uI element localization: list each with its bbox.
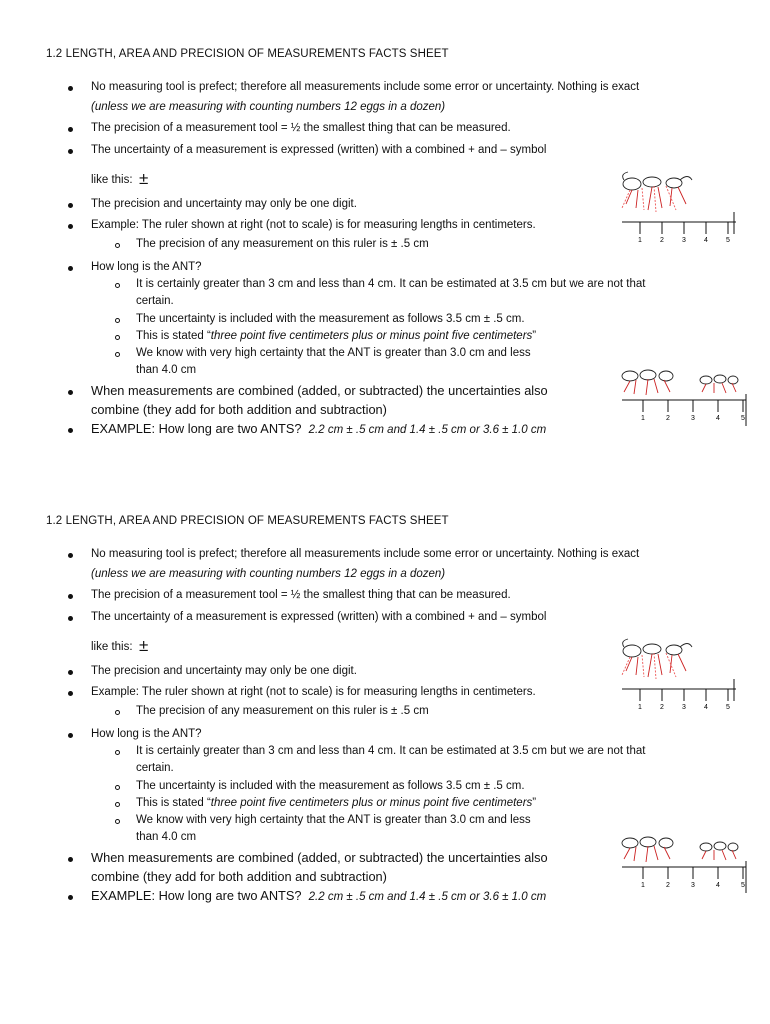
sheet-title: 1.2 LENGTH, AREA AND PRECISION OF MEASUREMENTS FACTS SHEET <box>46 48 449 60</box>
like-this-line <box>91 635 148 655</box>
example-question: EXAMPLE: How long are two ANTS? <box>91 421 302 436</box>
sub-high-certainty-cont: than 4.0 cm <box>136 364 197 376</box>
ant-drawing <box>622 172 692 212</box>
bullet-combined-cont: combine (they add for both addition and subtraction) <box>91 402 387 417</box>
sub-bullet-circle <box>115 318 120 323</box>
like-this-line <box>91 168 148 188</box>
bullet-dot <box>68 86 73 91</box>
bullet-combined: When measurements are combined (added, or subtracted) the uncertainties also <box>91 383 548 398</box>
sub-high-certainty: We know with very high certainty that the ANT is greater than 3.0 cm and less <box>136 814 531 826</box>
sub-certainly-greater: It is certainly greater than 3 cm and less than 4 cm. It can be estimated at 3.5 cm but we are not that <box>136 745 646 757</box>
ruler-tick-label: 3 <box>691 415 695 422</box>
ant-drawing-small <box>700 842 738 860</box>
example-question: EXAMPLE: How long are two ANTS? <box>91 888 302 903</box>
ant-drawing-large <box>622 837 673 862</box>
ruler-tick-label: 3 <box>682 237 686 244</box>
ant-drawing <box>622 639 692 679</box>
sub-high-certainty-cont: than 4.0 cm <box>136 831 197 843</box>
ruler-tick-label: 2 <box>660 704 664 711</box>
bullet-dot <box>68 895 73 900</box>
bullet-ruler-example: Example: The ruler shown at right (not to scale) is for measuring lengths in centimeters. <box>91 686 536 698</box>
stated-open: This is stated “ <box>136 797 211 809</box>
stated-italic: three point five centimeters plus or minus point five centimeters <box>210 797 533 809</box>
sub-bullet-circle <box>115 710 120 715</box>
ant-drawing-small <box>700 375 738 393</box>
bullet-no-tool-perfect-cont: (unless we are measuring with counting numbers 12 eggs in a dozen) <box>91 568 446 580</box>
sub-bullet-circle <box>115 283 120 288</box>
stated-open: This is stated “ <box>136 330 211 342</box>
sub-bullet-circle <box>115 785 120 790</box>
ant-ruler-figure-1 <box>618 637 738 709</box>
bullet-dot <box>68 691 73 696</box>
bullet-dot <box>68 127 73 132</box>
stated-close: ” <box>532 797 537 809</box>
bullet-one-digit: The precision and uncertainty may only be one digit. <box>91 665 357 677</box>
ruler-tick-label: 2 <box>666 415 670 422</box>
example-answer: 2.2 cm ± .5 cm and 1.4 ± .5 cm or 3.6 ± 1.0 cm <box>308 891 547 903</box>
ant-ruler-figure-1 <box>618 170 738 242</box>
sub-bullet-circle <box>115 750 120 755</box>
sub-bullet-circle <box>115 243 120 248</box>
bullet-no-tool-perfect: No measuring tool is prefect; therefore all measurements include some error or uncertainty. Nothing is exact <box>91 548 640 560</box>
ruler-tick-label: 5 <box>741 415 745 422</box>
facts-sheet-1 <box>0 0 770 467</box>
sub-this-is-stated <box>136 797 536 809</box>
sub-ruler-precision: The precision of any measurement on this ruler is ± .5 cm <box>136 705 429 717</box>
bullet-no-tool-perfect-cont: (unless we are measuring with counting numbers 12 eggs in a dozen) <box>91 101 446 113</box>
ruler-tick-label: 2 <box>666 882 670 889</box>
ruler-tick-label: 2 <box>660 237 664 244</box>
sub-this-is-stated <box>136 330 536 342</box>
like-this-label: like this: <box>91 174 133 186</box>
sheet-title: 1.2 LENGTH, AREA AND PRECISION OF MEASUREMENTS FACTS SHEET <box>46 515 449 527</box>
bullet-dot <box>68 594 73 599</box>
bullet-uncertainty-def: The uncertainty of a measurement is expressed (written) with a combined + and – symbol <box>91 144 547 156</box>
sub-uncertainty-included: The uncertainty is included with the measurement as follows 3.5 cm ± .5 cm. <box>136 780 525 792</box>
sub-certainly-greater: It is certainly greater than 3 cm and less than 4 cm. It can be estimated at 3.5 cm but we are not that <box>136 278 646 290</box>
sub-bullet-circle <box>115 335 120 340</box>
bullet-ruler-example: Example: The ruler shown at right (not to scale) is for measuring lengths in centimeters. <box>91 219 536 231</box>
bullet-precision-def: The precision of a measurement tool = ½ the smallest thing that can be measured. <box>91 589 511 601</box>
sub-bullet-circle <box>115 802 120 807</box>
bullet-dot <box>68 203 73 208</box>
bullet-dot <box>68 616 73 621</box>
ruler-tick-label: 3 <box>691 882 695 889</box>
ant-drawing-large <box>622 370 673 395</box>
bullet-combined-cont: combine (they add for both addition and subtraction) <box>91 869 387 884</box>
stated-close: ” <box>532 330 537 342</box>
stated-italic: three point five centimeters plus or minus point five centimeters <box>210 330 533 342</box>
ruler-tick-label: 4 <box>716 415 720 422</box>
bullet-dot <box>68 553 73 558</box>
sub-certainly-greater-cont: certain. <box>136 762 174 774</box>
sub-high-certainty: We know with very high certainty that the ANT is greater than 3.0 cm and less <box>136 347 531 359</box>
ruler-tick-label: 1 <box>638 237 642 244</box>
bullet-no-tool-perfect: No measuring tool is prefect; therefore all measurements include some error or uncertainty. Nothing is exact <box>91 81 640 93</box>
bullet-dot <box>68 733 73 738</box>
ruler-tick-label: 1 <box>641 882 645 889</box>
ruler-tick-label: 4 <box>716 882 720 889</box>
bullet-dot <box>68 266 73 271</box>
bullet-dot <box>68 428 73 433</box>
plus-minus-symbol: ± <box>138 169 149 188</box>
bullet-dot <box>68 149 73 154</box>
ruler-tick-label: 5 <box>726 704 730 711</box>
two-ants-ruler-figure <box>618 364 753 434</box>
ruler-tick-label: 1 <box>641 415 645 422</box>
ruler-tick-label: 3 <box>682 704 686 711</box>
bullet-dot <box>68 857 73 862</box>
two-ants-ruler-figure <box>618 831 753 901</box>
bullet-precision-def: The precision of a measurement tool = ½ the smallest thing that can be measured. <box>91 122 511 134</box>
bullet-uncertainty-def: The uncertainty of a measurement is expressed (written) with a combined + and – symbol <box>91 611 547 623</box>
ruler-tick-label: 5 <box>741 882 745 889</box>
bullet-one-digit: The precision and uncertainty may only be one digit. <box>91 198 357 210</box>
bullet-example-two-ants <box>91 888 546 903</box>
like-this-label: like this: <box>91 641 133 653</box>
sub-bullet-circle <box>115 352 120 357</box>
sub-bullet-circle <box>115 819 120 824</box>
example-answer: 2.2 cm ± .5 cm and 1.4 ± .5 cm or 3.6 ± 1.0 cm <box>308 424 547 436</box>
bullet-example-two-ants <box>91 421 546 436</box>
sub-certainly-greater-cont: certain. <box>136 295 174 307</box>
ruler-tick-label: 1 <box>638 704 642 711</box>
sub-ruler-precision: The precision of any measurement on this ruler is ± .5 cm <box>136 238 429 250</box>
bullet-combined: When measurements are combined (added, or subtracted) the uncertainties also <box>91 850 548 865</box>
bullet-how-long-ant: How long is the ANT? <box>91 261 202 273</box>
sub-uncertainty-included: The uncertainty is included with the measurement as follows 3.5 cm ± .5 cm. <box>136 313 525 325</box>
facts-sheet-2 <box>0 467 770 934</box>
ruler-tick-label: 5 <box>726 237 730 244</box>
ruler-tick-label: 4 <box>704 237 708 244</box>
bullet-dot <box>68 670 73 675</box>
plus-minus-symbol: ± <box>138 636 149 655</box>
bullet-dot <box>68 390 73 395</box>
bullet-dot <box>68 224 73 229</box>
bullet-how-long-ant: How long is the ANT? <box>91 728 202 740</box>
ruler-tick-label: 4 <box>704 704 708 711</box>
